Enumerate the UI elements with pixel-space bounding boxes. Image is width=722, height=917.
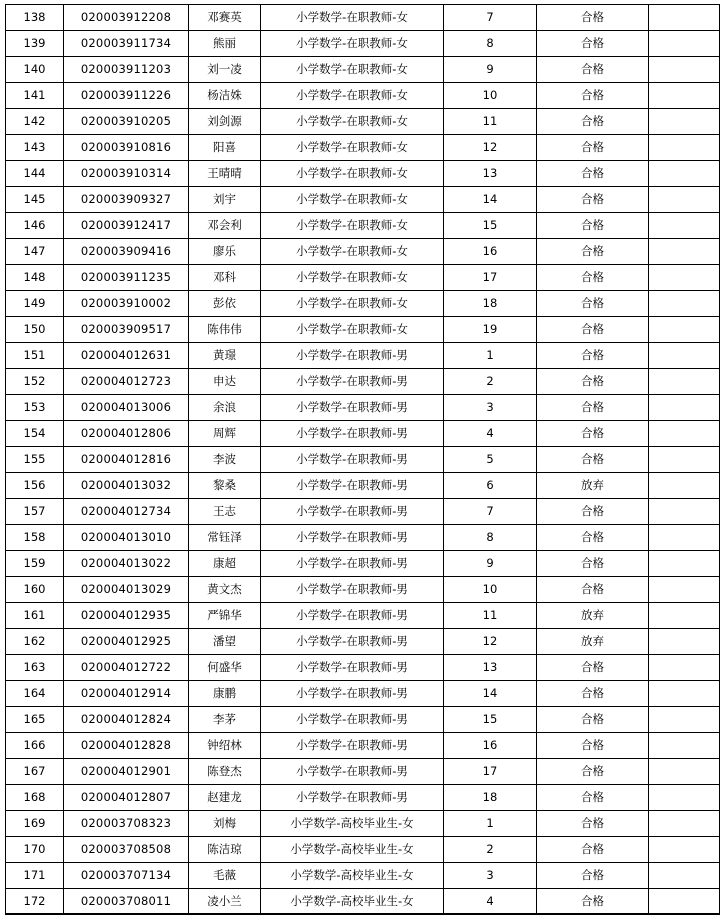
note-cell <box>649 655 720 681</box>
note-cell <box>649 5 720 31</box>
candidate-name-cell: 凌小兰 <box>189 889 261 915</box>
result-cell: 合格 <box>537 863 649 889</box>
note-cell <box>649 447 720 473</box>
table-row <box>6 577 720 603</box>
seq-cell: 143 <box>6 135 64 161</box>
seq-cell: 139 <box>6 31 64 57</box>
table-bottom-border <box>5 913 719 914</box>
candidate-name-cell: 廖乐 <box>189 239 261 265</box>
rank-cell: 14 <box>444 187 537 213</box>
note-cell <box>649 577 720 603</box>
exam-id-cell: 020003911734 <box>64 31 189 57</box>
rank-cell: 4 <box>444 421 537 447</box>
note-cell <box>649 733 720 759</box>
result-cell: 合格 <box>537 837 649 863</box>
table-row <box>6 603 720 629</box>
note-cell <box>649 57 720 83</box>
position-group-cell: 小学数学-在职教师-男 <box>261 473 444 499</box>
candidate-name-cell: 钟绍林 <box>189 733 261 759</box>
candidate-name-cell: 阳喜 <box>189 135 261 161</box>
position-group-cell: 小学数学-高校毕业生-女 <box>261 863 444 889</box>
candidate-name-cell: 康超 <box>189 551 261 577</box>
result-cell: 合格 <box>537 525 649 551</box>
rank-cell: 8 <box>444 525 537 551</box>
rank-cell: 6 <box>444 473 537 499</box>
exam-id-cell: 020004012828 <box>64 733 189 759</box>
seq-cell: 140 <box>6 57 64 83</box>
seq-cell: 154 <box>6 421 64 447</box>
position-group-cell: 小学数学-在职教师-男 <box>261 733 444 759</box>
rank-cell: 2 <box>444 369 537 395</box>
result-cell: 合格 <box>537 343 649 369</box>
candidate-name-cell: 邓科 <box>189 265 261 291</box>
rank-cell: 3 <box>444 395 537 421</box>
position-group-cell: 小学数学-在职教师-男 <box>261 785 444 811</box>
seq-cell: 164 <box>6 681 64 707</box>
result-cell: 合格 <box>537 291 649 317</box>
note-cell <box>649 889 720 915</box>
seq-cell: 153 <box>6 395 64 421</box>
seq-cell: 149 <box>6 291 64 317</box>
note-cell <box>649 499 720 525</box>
table-row <box>6 733 720 759</box>
position-group-cell: 小学数学-在职教师-女 <box>261 161 444 187</box>
result-cell: 放弃 <box>537 603 649 629</box>
position-group-cell: 小学数学-在职教师-女 <box>261 135 444 161</box>
rank-cell: 16 <box>444 239 537 265</box>
table-row <box>6 785 720 811</box>
position-group-cell: 小学数学-在职教师-男 <box>261 759 444 785</box>
position-group-cell: 小学数学-在职教师-男 <box>261 499 444 525</box>
rank-cell: 17 <box>444 265 537 291</box>
table-row <box>6 681 720 707</box>
candidate-name-cell: 陈登杰 <box>189 759 261 785</box>
rank-cell: 10 <box>444 83 537 109</box>
rank-cell: 13 <box>444 161 537 187</box>
exam-id-cell: 020003911226 <box>64 83 189 109</box>
position-group-cell: 小学数学-在职教师-女 <box>261 213 444 239</box>
note-cell <box>649 187 720 213</box>
table-row <box>6 265 720 291</box>
result-cell: 合格 <box>537 31 649 57</box>
position-group-cell: 小学数学-在职教师-男 <box>261 343 444 369</box>
position-group-cell: 小学数学-在职教师-女 <box>261 317 444 343</box>
exam-id-cell: 020004013032 <box>64 473 189 499</box>
result-cell: 放弃 <box>537 629 649 655</box>
result-cell: 合格 <box>537 395 649 421</box>
result-cell: 合格 <box>537 213 649 239</box>
table-row <box>6 837 720 863</box>
result-cell: 合格 <box>537 785 649 811</box>
position-group-cell: 小学数学-在职教师-女 <box>261 109 444 135</box>
candidate-name-cell: 刘剑源 <box>189 109 261 135</box>
note-cell <box>649 681 720 707</box>
rank-cell: 12 <box>444 629 537 655</box>
table-row <box>6 57 720 83</box>
exam-id-cell: 020004012901 <box>64 759 189 785</box>
result-cell: 合格 <box>537 811 649 837</box>
candidate-name-cell: 严锦华 <box>189 603 261 629</box>
exam-id-cell: 020004012914 <box>64 681 189 707</box>
candidate-name-cell: 周辉 <box>189 421 261 447</box>
note-cell <box>649 239 720 265</box>
note-cell <box>649 109 720 135</box>
table-row <box>6 239 720 265</box>
result-cell: 合格 <box>537 135 649 161</box>
exam-id-cell: 020003910314 <box>64 161 189 187</box>
table-row <box>6 395 720 421</box>
rank-cell: 1 <box>444 811 537 837</box>
candidate-name-cell: 熊丽 <box>189 31 261 57</box>
seq-cell: 171 <box>6 863 64 889</box>
exam-id-cell: 020004012925 <box>64 629 189 655</box>
position-group-cell: 小学数学-在职教师-女 <box>261 83 444 109</box>
note-cell <box>649 785 720 811</box>
table-row <box>6 187 720 213</box>
result-cell: 合格 <box>537 499 649 525</box>
exam-id-cell: 020004012806 <box>64 421 189 447</box>
note-cell <box>649 863 720 889</box>
candidate-name-cell: 邓赛英 <box>189 5 261 31</box>
candidate-name-cell: 康鹏 <box>189 681 261 707</box>
seq-cell: 147 <box>6 239 64 265</box>
seq-cell: 170 <box>6 837 64 863</box>
seq-cell: 142 <box>6 109 64 135</box>
position-group-cell: 小学数学-在职教师-女 <box>261 187 444 213</box>
rank-cell: 1 <box>444 343 537 369</box>
candidate-name-cell: 毛薇 <box>189 863 261 889</box>
rank-cell: 5 <box>444 447 537 473</box>
rank-cell: 7 <box>444 5 537 31</box>
seq-cell: 165 <box>6 707 64 733</box>
rank-cell: 18 <box>444 785 537 811</box>
position-group-cell: 小学数学-高校毕业生-女 <box>261 889 444 915</box>
result-cell: 合格 <box>537 369 649 395</box>
candidate-name-cell: 王晴晴 <box>189 161 261 187</box>
exam-id-cell: 020004012935 <box>64 603 189 629</box>
rank-cell: 8 <box>444 31 537 57</box>
rank-cell: 13 <box>444 655 537 681</box>
result-cell: 合格 <box>537 57 649 83</box>
seq-cell: 152 <box>6 369 64 395</box>
result-cell: 合格 <box>537 733 649 759</box>
note-cell <box>649 525 720 551</box>
result-cell: 合格 <box>537 83 649 109</box>
result-cell: 合格 <box>537 317 649 343</box>
result-cell: 合格 <box>537 681 649 707</box>
table-row <box>6 863 720 889</box>
exam-id-cell: 020004012807 <box>64 785 189 811</box>
rank-cell: 7 <box>444 499 537 525</box>
position-group-cell: 小学数学-在职教师-男 <box>261 447 444 473</box>
candidate-name-cell: 李波 <box>189 447 261 473</box>
result-cell: 合格 <box>537 577 649 603</box>
position-group-cell: 小学数学-在职教师-男 <box>261 681 444 707</box>
note-cell <box>649 213 720 239</box>
position-group-cell: 小学数学-在职教师-女 <box>261 265 444 291</box>
exam-id-cell: 020003912208 <box>64 5 189 31</box>
table-row <box>6 213 720 239</box>
table-row <box>6 889 720 915</box>
position-group-cell: 小学数学-在职教师-男 <box>261 421 444 447</box>
exam-id-cell: 020003910205 <box>64 109 189 135</box>
result-cell: 合格 <box>537 551 649 577</box>
position-group-cell: 小学数学-在职教师-女 <box>261 57 444 83</box>
seq-cell: 148 <box>6 265 64 291</box>
exam-id-cell: 020003911203 <box>64 57 189 83</box>
candidate-name-cell: 刘宇 <box>189 187 261 213</box>
seq-cell: 159 <box>6 551 64 577</box>
note-cell <box>649 31 720 57</box>
exam-id-cell: 020003708011 <box>64 889 189 915</box>
position-group-cell: 小学数学-在职教师-女 <box>261 291 444 317</box>
exam-id-cell: 020003708508 <box>64 837 189 863</box>
seq-cell: 168 <box>6 785 64 811</box>
candidate-name-cell: 黄璟 <box>189 343 261 369</box>
seq-cell: 160 <box>6 577 64 603</box>
table-row <box>6 369 720 395</box>
note-cell <box>649 395 720 421</box>
candidate-name-cell: 刘梅 <box>189 811 261 837</box>
note-cell <box>649 629 720 655</box>
candidate-name-cell: 何盛华 <box>189 655 261 681</box>
table-row <box>6 135 720 161</box>
note-cell <box>649 759 720 785</box>
table-row <box>6 343 720 369</box>
exam-id-cell: 020004012816 <box>64 447 189 473</box>
exam-id-cell: 020003912417 <box>64 213 189 239</box>
exam-id-cell: 020004012824 <box>64 707 189 733</box>
table-row <box>6 31 720 57</box>
result-cell: 合格 <box>537 889 649 915</box>
candidate-name-cell: 申达 <box>189 369 261 395</box>
seq-cell: 156 <box>6 473 64 499</box>
rank-cell: 16 <box>444 733 537 759</box>
seq-cell: 146 <box>6 213 64 239</box>
table-row <box>6 83 720 109</box>
table-row <box>6 447 720 473</box>
exam-id-cell: 020004013022 <box>64 551 189 577</box>
table-row <box>6 161 720 187</box>
candidate-name-cell: 杨洁姝 <box>189 83 261 109</box>
rank-cell: 12 <box>444 135 537 161</box>
candidate-name-cell: 刘一凌 <box>189 57 261 83</box>
candidate-name-cell: 黄文杰 <box>189 577 261 603</box>
position-group-cell: 小学数学-在职教师-女 <box>261 239 444 265</box>
position-group-cell: 小学数学-在职教师-男 <box>261 603 444 629</box>
results-table <box>5 4 720 915</box>
seq-cell: 150 <box>6 317 64 343</box>
seq-cell: 138 <box>6 5 64 31</box>
seq-cell: 161 <box>6 603 64 629</box>
table-row <box>6 499 720 525</box>
table-row <box>6 551 720 577</box>
position-group-cell: 小学数学-在职教师-男 <box>261 655 444 681</box>
result-cell: 合格 <box>537 109 649 135</box>
rank-cell: 9 <box>444 57 537 83</box>
rank-cell: 2 <box>444 837 537 863</box>
seq-cell: 158 <box>6 525 64 551</box>
rank-cell: 15 <box>444 213 537 239</box>
exam-id-cell: 020003707134 <box>64 863 189 889</box>
position-group-cell: 小学数学-高校毕业生-女 <box>261 811 444 837</box>
seq-cell: 145 <box>6 187 64 213</box>
position-group-cell: 小学数学-在职教师-男 <box>261 629 444 655</box>
exam-id-cell: 020003910002 <box>64 291 189 317</box>
seq-cell: 144 <box>6 161 64 187</box>
seq-cell: 162 <box>6 629 64 655</box>
table-row <box>6 629 720 655</box>
rank-cell: 4 <box>444 889 537 915</box>
candidate-name-cell: 李茅 <box>189 707 261 733</box>
seq-cell: 155 <box>6 447 64 473</box>
candidate-name-cell: 彭依 <box>189 291 261 317</box>
note-cell <box>649 811 720 837</box>
exam-id-cell: 020003708323 <box>64 811 189 837</box>
note-cell <box>649 291 720 317</box>
rank-cell: 15 <box>444 707 537 733</box>
note-cell <box>649 837 720 863</box>
exam-id-cell: 020004012631 <box>64 343 189 369</box>
rank-cell: 9 <box>444 551 537 577</box>
result-cell: 合格 <box>537 239 649 265</box>
note-cell <box>649 135 720 161</box>
rank-cell: 18 <box>444 291 537 317</box>
table-row <box>6 655 720 681</box>
note-cell <box>649 343 720 369</box>
table-row <box>6 473 720 499</box>
rank-cell: 11 <box>444 109 537 135</box>
exam-id-cell: 020003911235 <box>64 265 189 291</box>
rank-cell: 14 <box>444 681 537 707</box>
position-group-cell: 小学数学-在职教师-女 <box>261 31 444 57</box>
seq-cell: 141 <box>6 83 64 109</box>
seq-cell: 172 <box>6 889 64 915</box>
result-cell: 合格 <box>537 5 649 31</box>
seq-cell: 151 <box>6 343 64 369</box>
seq-cell: 163 <box>6 655 64 681</box>
position-group-cell: 小学数学-在职教师-男 <box>261 369 444 395</box>
result-cell: 放弃 <box>537 473 649 499</box>
position-group-cell: 小学数学-在职教师-男 <box>261 707 444 733</box>
note-cell <box>649 317 720 343</box>
exam-id-cell: 020004012723 <box>64 369 189 395</box>
result-cell: 合格 <box>537 187 649 213</box>
table-row <box>6 5 720 31</box>
candidate-name-cell: 王志 <box>189 499 261 525</box>
note-cell <box>649 265 720 291</box>
table-row <box>6 109 720 135</box>
candidate-name-cell: 邓会利 <box>189 213 261 239</box>
position-group-cell: 小学数学-在职教师-男 <box>261 577 444 603</box>
result-cell: 合格 <box>537 759 649 785</box>
table-row <box>6 811 720 837</box>
position-group-cell: 小学数学-在职教师-男 <box>261 551 444 577</box>
result-cell: 合格 <box>537 161 649 187</box>
table-row <box>6 291 720 317</box>
result-cell: 合格 <box>537 421 649 447</box>
rank-cell: 10 <box>444 577 537 603</box>
rank-cell: 19 <box>444 317 537 343</box>
candidate-name-cell: 余浪 <box>189 395 261 421</box>
position-group-cell: 小学数学-在职教师-女 <box>261 5 444 31</box>
table-row <box>6 759 720 785</box>
exam-id-cell: 020003909327 <box>64 187 189 213</box>
candidate-name-cell: 陈伟伟 <box>189 317 261 343</box>
seq-cell: 166 <box>6 733 64 759</box>
note-cell <box>649 161 720 187</box>
note-cell <box>649 603 720 629</box>
note-cell <box>649 473 720 499</box>
candidate-name-cell: 黎桑 <box>189 473 261 499</box>
candidate-name-cell: 陈洁琼 <box>189 837 261 863</box>
table-row <box>6 707 720 733</box>
note-cell <box>649 551 720 577</box>
exam-id-cell: 020004013010 <box>64 525 189 551</box>
exam-id-cell: 020003909517 <box>64 317 189 343</box>
position-group-cell: 小学数学-高校毕业生-女 <box>261 837 444 863</box>
exam-id-cell: 020004013006 <box>64 395 189 421</box>
note-cell <box>649 421 720 447</box>
result-cell: 合格 <box>537 655 649 681</box>
candidate-name-cell: 潘望 <box>189 629 261 655</box>
exam-id-cell: 020004013029 <box>64 577 189 603</box>
results-table-body <box>6 5 720 915</box>
table-row <box>6 421 720 447</box>
exam-id-cell: 020003910816 <box>64 135 189 161</box>
result-cell: 合格 <box>537 265 649 291</box>
candidate-name-cell: 赵建龙 <box>189 785 261 811</box>
result-cell: 合格 <box>537 447 649 473</box>
exam-id-cell: 020004012722 <box>64 655 189 681</box>
exam-id-cell: 020004012734 <box>64 499 189 525</box>
seq-cell: 169 <box>6 811 64 837</box>
exam-id-cell: 020003909416 <box>64 239 189 265</box>
rank-cell: 17 <box>444 759 537 785</box>
candidate-name-cell: 常钰泽 <box>189 525 261 551</box>
seq-cell: 157 <box>6 499 64 525</box>
rank-cell: 3 <box>444 863 537 889</box>
note-cell <box>649 83 720 109</box>
note-cell <box>649 707 720 733</box>
table-row <box>6 525 720 551</box>
table-row <box>6 317 720 343</box>
note-cell <box>649 369 720 395</box>
rank-cell: 11 <box>444 603 537 629</box>
seq-cell: 167 <box>6 759 64 785</box>
position-group-cell: 小学数学-在职教师-男 <box>261 525 444 551</box>
position-group-cell: 小学数学-在职教师-男 <box>261 395 444 421</box>
result-cell: 合格 <box>537 707 649 733</box>
